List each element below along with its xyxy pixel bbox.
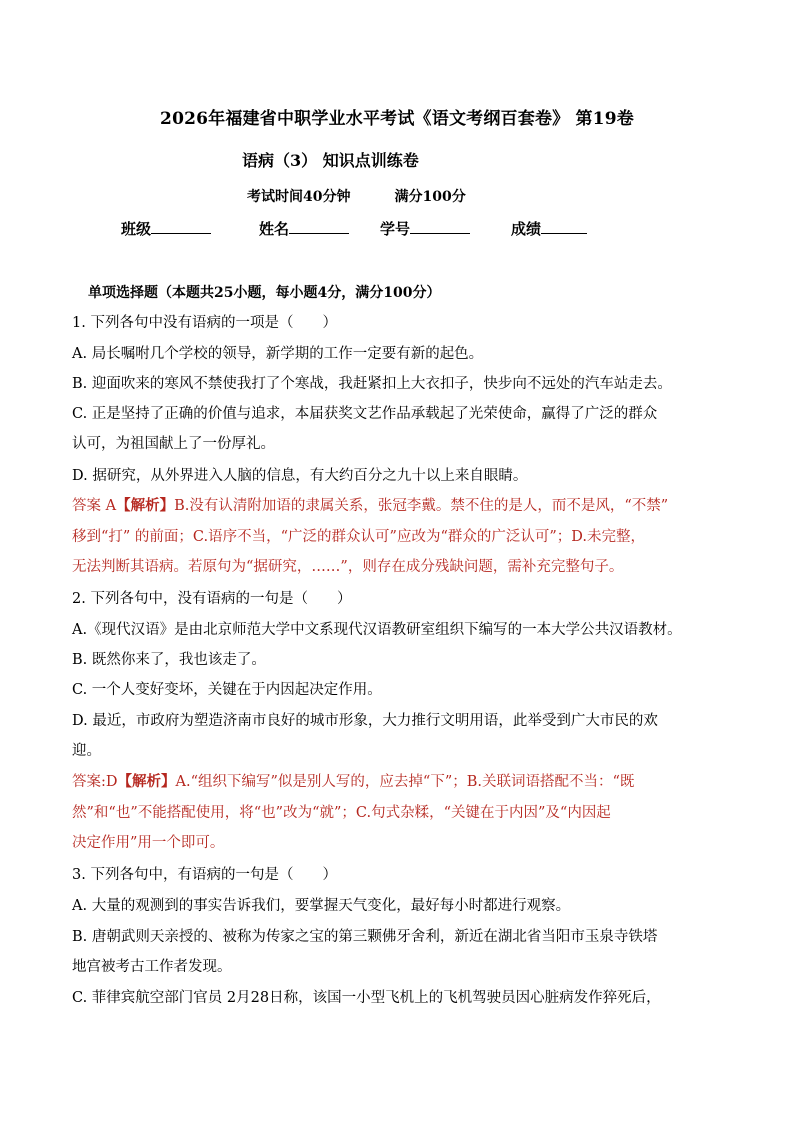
exam-score: 满分100分 [394,189,466,205]
question-2-answer [72,772,634,792]
class-field [121,218,211,239]
name-blank[interactable] [289,219,349,234]
question-2-stem: 2. 下列各句中，没有语病的一句是（ ） [72,591,352,607]
question-3-stem: 3. 下列各句中，有语病的一句是（ ） [72,867,337,883]
question-1-option-c: C. 正是坚持了正确的价值与追求，本届获奖文艺作品承载起了光荣使命，赢得了广泛的群众 [72,406,658,422]
answer-prefix: 答案:D [72,774,118,790]
grade-blank[interactable] [541,219,587,234]
question-3-option-a: A. 大量的观测到的事实告诉我们，要掌握天气变化，最好每小时都进行观察。 [72,898,571,914]
page-title: 2026年福建省中职学业水平考试《语文考纲百套卷》 第19卷 [160,109,634,129]
section-title: 单项选择题（本题共25小题，每小题4分，满分100分） [88,285,441,301]
exam-time: 考试时间40分钟 [247,189,351,205]
number-label: 学号 [380,220,411,238]
question-3-option-b-cont: 地宫被考古工作者发现。 [72,959,232,975]
question-3-option-b: B. 唐朝武则天亲授的、被称为传家之宝的第三颗佛牙舍利，新近在湖北省当阳市玉泉寺铁塔 [72,929,658,945]
number-blank[interactable] [410,219,470,234]
question-1-analysis-line2: 移到“打” 的前面；C.语序不当，“广泛的群众认可”应改为“群众的广泛认可”；D.未完整， [72,529,645,545]
question-2-option-b: B. 既然你来了，我也该走了。 [72,652,266,668]
question-1-option-d: D. 据研究，从外界进入人脑的信息，有大约百分之九十以上来自眼睛。 [72,468,528,484]
number-field [380,218,470,239]
question-1-analysis-line3: 无法判断其语病。若原句为“据研究，……”，则存在成分残缺问题，需补充完整句子。 [72,559,624,575]
answer-prefix: 答案 A [72,498,117,514]
question-1-answer [72,496,668,516]
question-1-stem: 1. 下列各句中没有语病的一项是（ ） [72,315,337,331]
exam-meta [247,186,466,206]
question-2-option-a: A.《现代汉语》是由北京师范大学中文系现代汉语教研室组织下编写的一本大学公共汉语教材。 [72,622,682,638]
analysis-tag: 【解析】 [117,773,176,790]
page-subtitle: 语病（3） 知识点训练卷 [242,151,419,170]
analysis-text: B.没有认清附加语的隶属关系，张冠李戴。禁不住的是人，而不是风，“不禁” [174,498,669,514]
class-blank[interactable] [151,219,211,234]
question-1-option-a: A. 局长嘱咐几个学校的领导，新学期的工作一定要有新的起色。 [72,346,484,362]
grade-field [511,218,587,239]
name-label: 姓名 [259,220,290,238]
analysis-text: A.“组织下编写”似是别人写的，应去掉“下”；B.关联词语搭配不当：“既 [175,774,635,790]
question-3-option-c: C. 菲律宾航空部门官员 2月28日称，该国一小型飞机上的飞机驾驶员因心脏病发作猝死后， [72,990,661,1006]
analysis-tag: 【解析】 [116,497,175,514]
question-2-option-d: D. 最近，市政府为塑造济南市良好的城市形象，大力推行文明用语，此举受到广大市民的欢 [72,713,658,729]
name-field [259,218,349,239]
grade-label: 成绩 [511,220,542,238]
question-2-analysis-line3: 决定作用”用一个即可。 [72,835,225,851]
question-2-option-d-cont: 迎。 [72,743,101,759]
question-1-option-c-cont: 认可，为祖国献上了一份厚礼。 [72,436,275,452]
class-label: 班级 [121,220,152,238]
question-2-analysis-line2: 然”和“也”不能搭配使用，将“也”改为“就”；C.句式杂糅，“关键在于内因”及“内因起 [72,805,611,821]
question-1-option-b: B. 迎面吹来的寒风不禁使我打了个寒战，我赶紧扣上大衣扣子，快步向不远处的汽车站走去。 [72,376,672,392]
question-2-option-c: C. 一个人变好变坏，关键在于内因起决定作用。 [72,682,382,698]
